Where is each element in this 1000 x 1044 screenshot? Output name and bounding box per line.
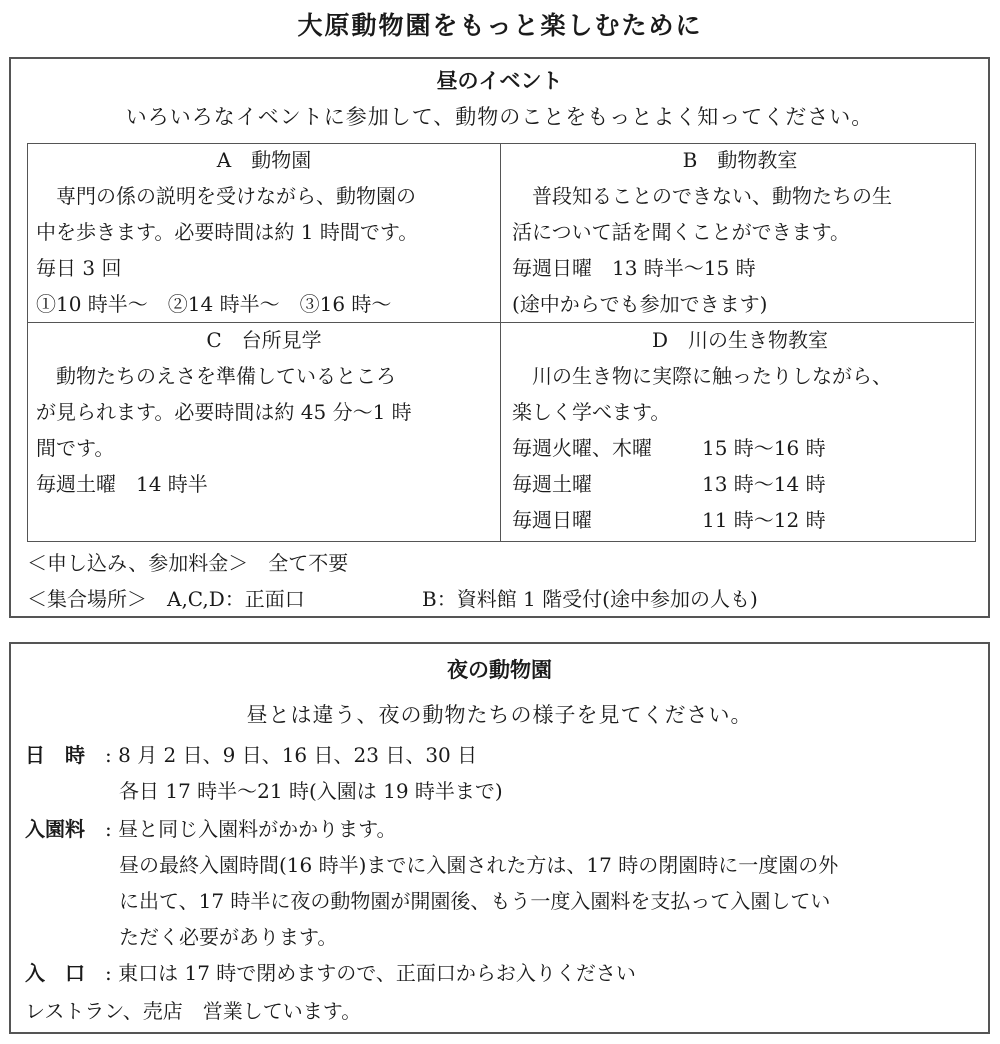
colon: : [105, 743, 112, 767]
event-cell-c [36, 322, 492, 502]
schedule-row [512, 430, 968, 466]
night-zoo-heading: 夜の動物園 [447, 657, 552, 682]
colon: : [105, 961, 112, 985]
schedule-day: 毎週土曜 [512, 472, 592, 496]
event-line: 中を歩きます。必要時間は約 1 時間です。 [36, 220, 419, 244]
fee-label: 入園料 [25, 817, 85, 841]
event-line: 楽しく学べます。 [512, 400, 671, 424]
event-cell-a [36, 142, 492, 322]
schedule-row [512, 466, 968, 502]
meeting-place-acd: ＜集合場所＞ A,C,D：正面口 [27, 587, 305, 611]
date-label: 日 時 [25, 743, 85, 767]
event-cell-d [512, 322, 968, 538]
schedule-time: 13 時～14 時 [702, 472, 826, 496]
event-line: 川の生き物に実際に触ったりしながら、 [512, 364, 892, 388]
fee-note: ＜申し込み、参加料金＞ 全て不要 [27, 551, 349, 575]
event-cell-b [512, 142, 968, 322]
schedule-row [512, 502, 968, 538]
fee-line: に出て、17 時半に夜の動物園が開園後、もう一度入園料を支払って入園してい [119, 889, 831, 913]
day-events-subtitle: いろいろなイベントに参加して、動物のことをもっとよく知ってください。 [125, 105, 874, 129]
meeting-place [27, 583, 758, 612]
event-line: 毎週日曜 13 時半～15 時 [512, 256, 756, 280]
night-zoo-box [9, 642, 990, 1034]
date-line: 各日 17 時半～21 時(入園は 19 時半まで) [119, 779, 503, 803]
event-name: C 台所見学 [206, 328, 322, 352]
event-line: ①10 時半～ ②14 時半～ ③16 時～ [36, 292, 392, 316]
event-line: (途中からでも参加できます) [512, 292, 768, 316]
event-name: A 動物園 [216, 148, 312, 172]
event-line: 毎週土曜 14 時半 [36, 472, 208, 496]
event-line: 普段知ることのできない、動物たちの生 [512, 184, 892, 208]
event-line: 動物たちのえさを準備しているところ [36, 364, 396, 388]
day-events-heading: 昼のイベント [436, 68, 563, 93]
date-row [25, 739, 477, 768]
event-name: B 動物教室 [682, 148, 798, 172]
event-line: 毎日 3 回 [36, 256, 122, 280]
entrance-label: 入 口 [25, 961, 85, 985]
meeting-place-b: B：資料館 1 階受付(途中参加の人も) [422, 587, 758, 611]
day-events-box [9, 57, 990, 618]
fee-row [25, 813, 397, 842]
restaurant-note: レストラン、売店 営業しています。 [25, 999, 362, 1023]
fee-line: 昼と同じ入園料がかかります。 [118, 817, 397, 841]
date-line: 8 月 2 日、9 日、16 日、23 日、30 日 [118, 743, 478, 767]
colon: : [105, 817, 112, 841]
page-title: 大原動物園をもっと楽しむために [297, 11, 703, 40]
event-line: が見られます。必要時間は約 45 分～1 時 [36, 400, 412, 424]
table-divider-vertical [500, 144, 501, 541]
schedule-time: 15 時～16 時 [702, 436, 826, 460]
entrance-text: 東口は 17 時で閉めますので、正面口からお入りください [118, 961, 636, 985]
entrance-row [25, 957, 636, 986]
event-name: D 川の生き物教室 [651, 328, 829, 352]
night-zoo-subtitle: 昼とは違う、夜の動物たちの様子を見てください。 [246, 703, 753, 727]
events-table [27, 143, 976, 542]
fee-line: 昼の最終入園時間(16 時半)までに入園された方は、17 時の閉園時に一度園の外 [119, 853, 839, 877]
fee-line: ただく必要があります。 [119, 925, 338, 949]
event-line: 間です。 [36, 436, 115, 460]
schedule-time: 11 時～12 時 [702, 508, 826, 532]
event-line: 専門の係の説明を受けながら、動物園の [36, 184, 416, 208]
schedule-day: 毎週火曜、木曜 [512, 436, 652, 460]
event-line: 活について話を聞くことができます。 [512, 220, 850, 244]
schedule-day: 毎週日曜 [512, 508, 592, 532]
